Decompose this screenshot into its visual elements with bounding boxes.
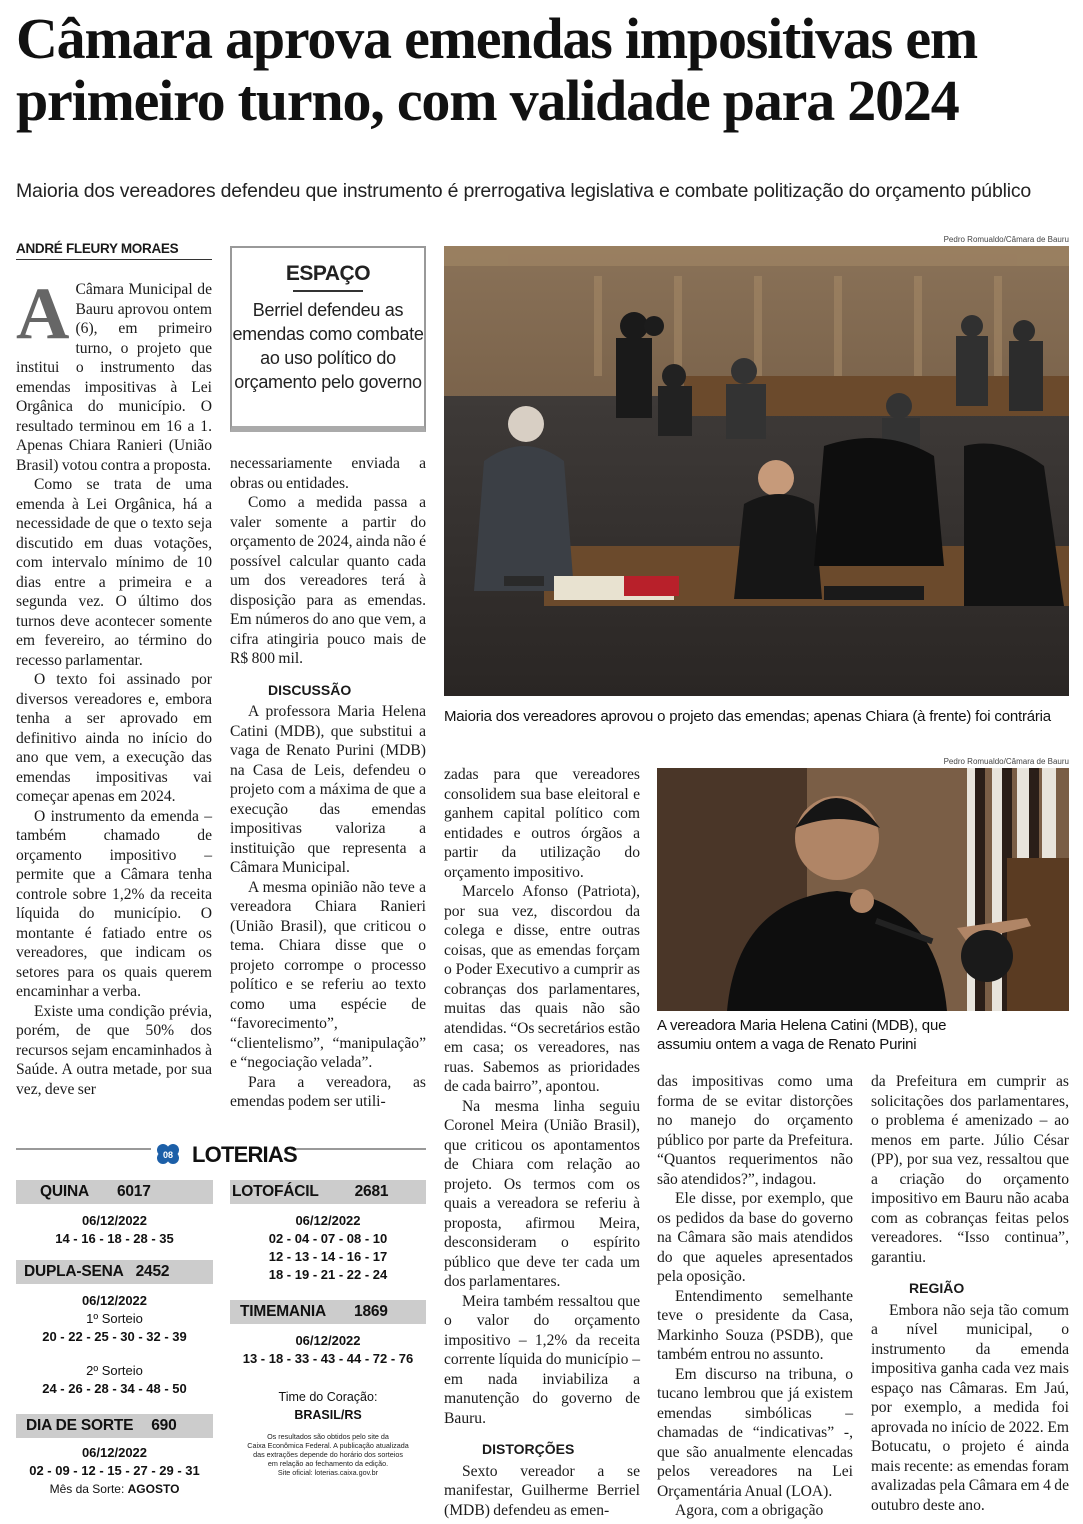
duplasena-draw2-numbers: 24 - 26 - 28 - 34 - 48 - 50 (42, 1381, 187, 1396)
pull-quote-box (230, 246, 426, 432)
timemania-header: TIMEMANIA 1869 (230, 1300, 426, 1324)
lottery-badge-number: 08 (162, 1150, 174, 1160)
pull-quote-text: Berriel defendeu as emendas como combate ao uso político do orçamento pelo governo (232, 300, 424, 392)
subheadline: Maioria dos vereadores defendeu que instrumento é prerrogativa legislativa e combate politização do orçamento público (16, 180, 1032, 202)
drop-cap: A (16, 273, 70, 355)
council-session-photo (444, 246, 1069, 696)
lotofacil-numbers-3: 18 - 19 - 21 - 22 - 24 (268, 1267, 388, 1282)
timemania-numbers: 13 - 18 - 33 - 43 - 44 - 72 - 76 (242, 1351, 414, 1366)
paragraph: Em discurso na tribuna, o tucano lembrou que já existem emendas simbólicas – chamadas de “indicativas” -, que são anualmente elencadas pelos vereadores na Lei Orçamentária Anual (LOA). (657, 1365, 853, 1500)
paragraph: Agora, com a obrigação (675, 1502, 824, 1519)
duplasena-header: DUPLA-SENA 2452 (16, 1260, 213, 1284)
lotofacil-numbers-2: 12 - 13 - 14 - 16 - 17 (268, 1249, 388, 1264)
diadesorte-date: 06/12/2022 (81, 1445, 148, 1460)
diadesorte-month: Mês da Sorte: AGOSTO (49, 1482, 180, 1496)
quina-header: QUINA 6017 (16, 1180, 213, 1204)
paragraph: Para a vereadora, as emendas podem ser utili- (230, 1073, 426, 1110)
paragraph: Sexto vereador a se manifestar, Guilherme Berriel (MDB) defendeu as emen- (444, 1462, 640, 1519)
paragraph: Entendimento semelhante teve o presidente da Casa, Markinho Souza (PSDB), que também entrou no assunto. (657, 1287, 853, 1363)
section-heading: REGIÃO (909, 1280, 965, 1296)
photo-illustration (657, 768, 1069, 1011)
photo-credit: Pedro Romualdo/Câmara de Bauru (943, 757, 1069, 766)
diadesorte-header: DIA DE SORTE 690 (16, 1414, 213, 1438)
diadesorte-numbers: 02 - 09 - 12 - 15 - 27 - 29 - 31 (29, 1463, 200, 1478)
paragraph: das impositivas como uma forma de se evitar distorções no manejo do orçamento público por parte da Prefeitura. “Quantos requerimentos não são atendidos?”, indagou. (657, 1073, 853, 1188)
quina-date: 06/12/2022 (81, 1213, 148, 1228)
photo-caption: Maioria dos vereadores aprovou o projeto das emendas; apenas Chiara (à frente) foi contrária (444, 708, 1051, 725)
paragraph: Meira também ressaltou que o valor do orçamento impositivo – 1,2% da receita corrente líquida do município – em nada inviabiliza a manutenção do governo de Bauru. (444, 1292, 640, 1427)
duplasena-draw2-label: 2º Sorteio (86, 1363, 143, 1378)
paragraph: Como se trata de uma emenda à Lei Orgânica, há a necessidade de que o texto seja discutido em duas votações, com intervalo mínimo de 10 dias entre a primeira e a segunda vez. O último dos turnos deve acontecer somente em fevereiro, ao término do recesso parlamentar. (16, 476, 212, 669)
lottery-title: LOTERIAS (192, 1142, 297, 1167)
paragraph: necessariamente enviada a obras ou entidades. (230, 455, 426, 492)
paragraph: Existe uma condição prévia, porém, de que 50% dos recursos sejam encaminhados à Saúde. A outra metade, por sua vez, deve ser (16, 1002, 212, 1098)
paragraph: zadas para que vereadores consolidem sua base eleitoral e ganhem capital político com entidades e outros órgãos a partir da utilização do orçamento impositivo. (444, 766, 640, 881)
paragraph: Marcelo Afonso (Patriota), por sua vez, discordou da colega e disse, entre outras coisas, que as emendas forçam o Poder Executivo a cumprir as cobranças dos parlamentares, muitas das quais não são atendidas. “Os secretários estão em casa; os vereadores, nas ruas. Sabemos as prioridades de cada bairro”, apontou. (444, 883, 640, 1095)
paragraph: da Prefeitura em cumprir as solicitações dos parlamentares, o problema é amenizado – ao menos em parte. Júlio César (PP), por sua vez, ressaltou que a criação do orçamento impositivo em Bauru não acaba com as cobranças feitas pelos vereadores. “Isso continua”, garantiu. (871, 1073, 1069, 1266)
article-column-2 (230, 454, 426, 1112)
paragraph: Embora não seja tão comum a nível municipal, o instrumento da emenda impositiva ganha cada vez mais espaço nas Câmaras. Em Jaú, por exemplo, a medida foi aprovada no início de 2022. Em Botucatu, o projeto é ainda mais recente: as emendas foram avalizadas pela Câmara em 4 de outubro deste ano. (871, 1301, 1069, 1514)
timemania-team: BRASIL/RS (294, 1408, 362, 1422)
pull-quote-title: ESPAÇO (232, 262, 424, 292)
section-heading: DISCUSSÃO (268, 681, 352, 698)
paragraph: A mesma opinião não teve a vereadora Chiara Ranieri (União Brasil), que criticou o tema. Chiara disse que o projeto corrompe o processo político e se referiu ao texto como uma espécie de “favorecimento”, “clientelismo”, “manipulação” e “negociação velada”. (230, 878, 426, 1071)
paragraph: Na mesma linha seguiu Coronel Meira (União Brasil), que criticou os apontamentos de Chiara com relação ao projeto. Os termos com os quais a vereadora se referiu à proposta, afirmou Meira, desconsideram o espírito público que deve ter cada um dos parlamentares. (444, 1097, 640, 1290)
clover-icon (154, 1142, 184, 1166)
lottery-left-column (16, 1180, 213, 1498)
lottery-footnote: Os resultados são obtidos pelo site da Caixa Econômica Federal. A publicação atualizada das extrações depende do horário dos sorteios em relação ao fechamento da edição. Site oficial: loterias.caixa.gov.br (247, 1432, 409, 1477)
article-column-1 (16, 273, 212, 1099)
duplasena-draw1-label: 1º Sorteio (86, 1311, 143, 1326)
lottery-right-column (230, 1180, 426, 1477)
paragraph: A Câmara Municipal de Bauru aprovou ontem (6), em primeiro turno, o projeto que institui o instrumento das emendas impositivas à Lei Orgânica do município. O resultado terminou em 16 a 1. Apenas Chiara Ranieri (União Brasil) votou contra a proposta. (16, 273, 212, 474)
photo-credit: Pedro Romualdo/Câmara de Bauru (943, 235, 1069, 244)
article-column-5 (871, 1072, 1069, 1515)
paragraph: O instrumento da emenda – também chamado de orçamento impositivo – permite que a Câmara tenha controle sobre 1,2% da receita líquida do município. O montante é fatiado entre os vereadores, que indicam os setores para os quais querem encaminhar a verba. (16, 807, 212, 1000)
paragraph: Como a medida passa a valer somente a partir do orçamento de 2024, ainda não é possível calcular quanto cada um dos vereadores terá à disposição para as emendas. Em números do ano que vem, a cifra atingiria pouco mais de R$ 800 mil. (230, 494, 426, 667)
duplasena-draw1-numbers: 20 - 22 - 25 - 30 - 32 - 39 (42, 1329, 187, 1344)
headline: Câmara aprova emendas impositivas em primeiro turno, com validade para 2024 (16, 6, 978, 133)
photo-caption: A vereadora Maria Helena Catini (MDB), que assumiu ontem a vaga de Renato Purini (657, 1017, 947, 1053)
timemania-team-label: Time do Coração: (278, 1390, 378, 1404)
lotofacil-numbers-1: 02 - 04 - 07 - 08 - 10 (268, 1231, 388, 1246)
paragraph: O texto foi assinado por diversos vereadores e, embora tenha a ser aprovado em definitivo ainda no início do ano que vem, a execução das emendas impositivas vai começar apenas em 2024. (16, 671, 212, 805)
paragraph: A professora Maria Helena Catini (MDB), que substitui a vaga de Renato Purini (MDB) na Casa de Leis, defendeu o projeto com a máxima de que a execução das emendas impositivas valoriza a instituição que representa a Câmara Municipal. (230, 703, 426, 876)
article-column-3 (444, 765, 640, 1520)
lotofacil-header: LOTOFÁCIL 2681 (230, 1180, 426, 1204)
paragraph: Ele disse, por exemplo, que os pedidos da base do governo na Câmara são mais atendidos do que aqueles apresentados pela oposição. (657, 1190, 853, 1285)
byline: ANDRÉ FLEURY MORAES (16, 241, 212, 260)
article-column-4 (657, 1072, 853, 1521)
photo-illustration (444, 246, 1069, 696)
section-heading: DISTORÇÕES (482, 1441, 575, 1457)
quina-numbers: 14 - 16 - 18 - 28 - 35 (55, 1231, 174, 1246)
timemania-date: 06/12/2022 (295, 1333, 361, 1348)
lottery-section (16, 1140, 426, 1518)
duplasena-date: 06/12/2022 (81, 1293, 148, 1308)
councilwoman-photo (657, 768, 1069, 1011)
lotofacil-date: 06/12/2022 (295, 1213, 361, 1228)
